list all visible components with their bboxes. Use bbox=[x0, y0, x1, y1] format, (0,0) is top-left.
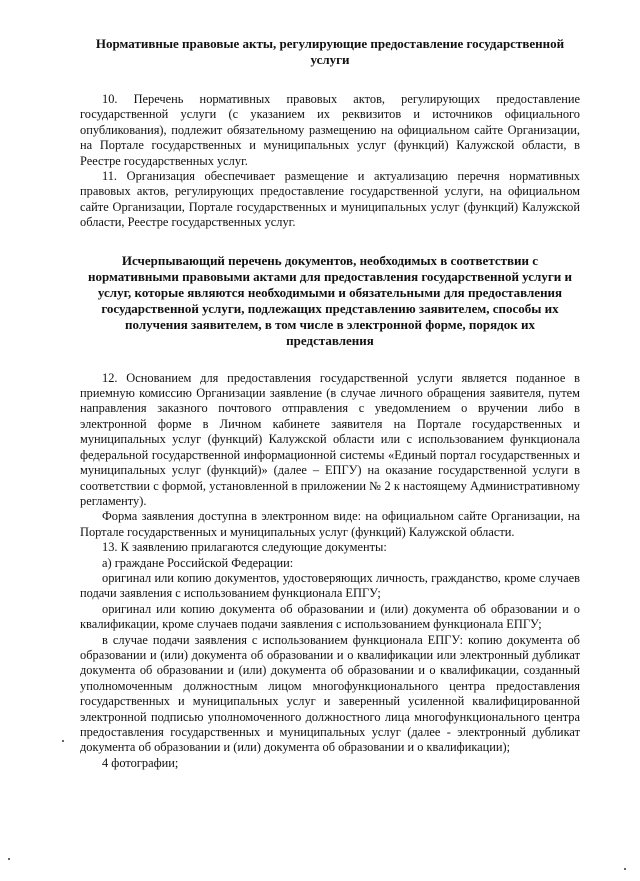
list-item-epgu-submission: в случае подачи заявления с использованием функционала ЕПГУ: копию документа об образовании и (или) документа об образовании и о квалификации или электронный дубликат документа об образовании и (или) документа об образовании и о квалификации, созданный уполномоченным должностным лицом многофункционального центра предоставления государственных и муниципальных услуг и заверенный усиленной квалифицированной электронной подписью уполномоченного должностного лица многофункционального центра предоставления государственных и муниципальных услуг (далее - электронный дубликат документа об образовании и (или) документа об образовании и о квалификации); bbox=[80, 632, 580, 755]
scan-speck bbox=[624, 868, 626, 870]
scan-speck bbox=[8, 858, 10, 860]
list-item-education-document: оригинал или копию документа об образовании и (или) документа об образовании и о квалификации, кроме случаев подачи заявления с использованием функционала ЕПГУ; bbox=[80, 601, 580, 632]
list-item-photos: 4 фотографии; bbox=[102, 755, 179, 770]
document-body bbox=[80, 36, 580, 771]
list-item-a: а) граждане Российской Федерации: bbox=[102, 555, 294, 570]
paragraph-form-availability: Форма заявления доступна в электронном виде: на официальном сайте Организации, на Портале государственных и муниципальных услуг (функций) Калужской области. bbox=[80, 509, 580, 539]
section-heading-normative-acts: Нормативные правовые акты, регулирующие предоставление государственной услуги bbox=[95, 36, 565, 67]
scan-speck bbox=[62, 740, 64, 742]
paragraph-11: 11. Организация обеспечивает размещение и актуализацию перечня нормативных правовых актов, регулирующих предоставление государственной услуги, на официальном сайте Организации, Портале государственных и муниципальных услуг (функций) Калужской области, Реестре государственных услуг. bbox=[80, 169, 580, 230]
section-heading-documents-list: Исчерпывающий перечень документов, необходимых в соответствии с нормативными правовыми актами для предоставления государственной услуги и услуг, которые являются необходимыми и обязательными для предоставления государственной услуги, подлежащих представлению заявителем, способы их получения заявителем, в том числе в электронной форме, порядок их представления bbox=[88, 252, 572, 348]
paragraph-12: 12. Основанием для предоставления государственной услуги является поданное в приемную комиссию Организации заявление (в случае личного обращения заявителя, путем направления заказного почтового отправления с уведомлением о вручении либо в электронной форме в Личном кабинете заявителя на Портале государственных и муниципальных услуг (функций) Калужской области или с использованием функционала федеральной государственной информационной системы «Единый портал государственных и муниципальных услуг (функций)» (далее – ЕПГУ) на оказание государственной услуги в соответствии с формой, установленной в приложении № 2 к настоящему Административному регламенту). bbox=[80, 370, 580, 508]
list-item-identity-documents: оригинал или копию документов, удостоверяющих личность, гражданство, кроме случаев подачи заявления с использованием функционала ЕПГУ; bbox=[80, 570, 580, 601]
paragraph-10: 10. Перечень нормативных правовых актов, регулирующих предоставление государственной услуги (с указанием их реквизитов и источников официального опубликования), подлежит обязательному размещению на официальном сайте Организации, на Портале государственных и муниципальных услуг (функций) Калужской области, в Реестре государственных услуг. bbox=[80, 92, 580, 168]
paragraph-13: 13. К заявлению прилагаются следующие документы: bbox=[102, 540, 387, 555]
